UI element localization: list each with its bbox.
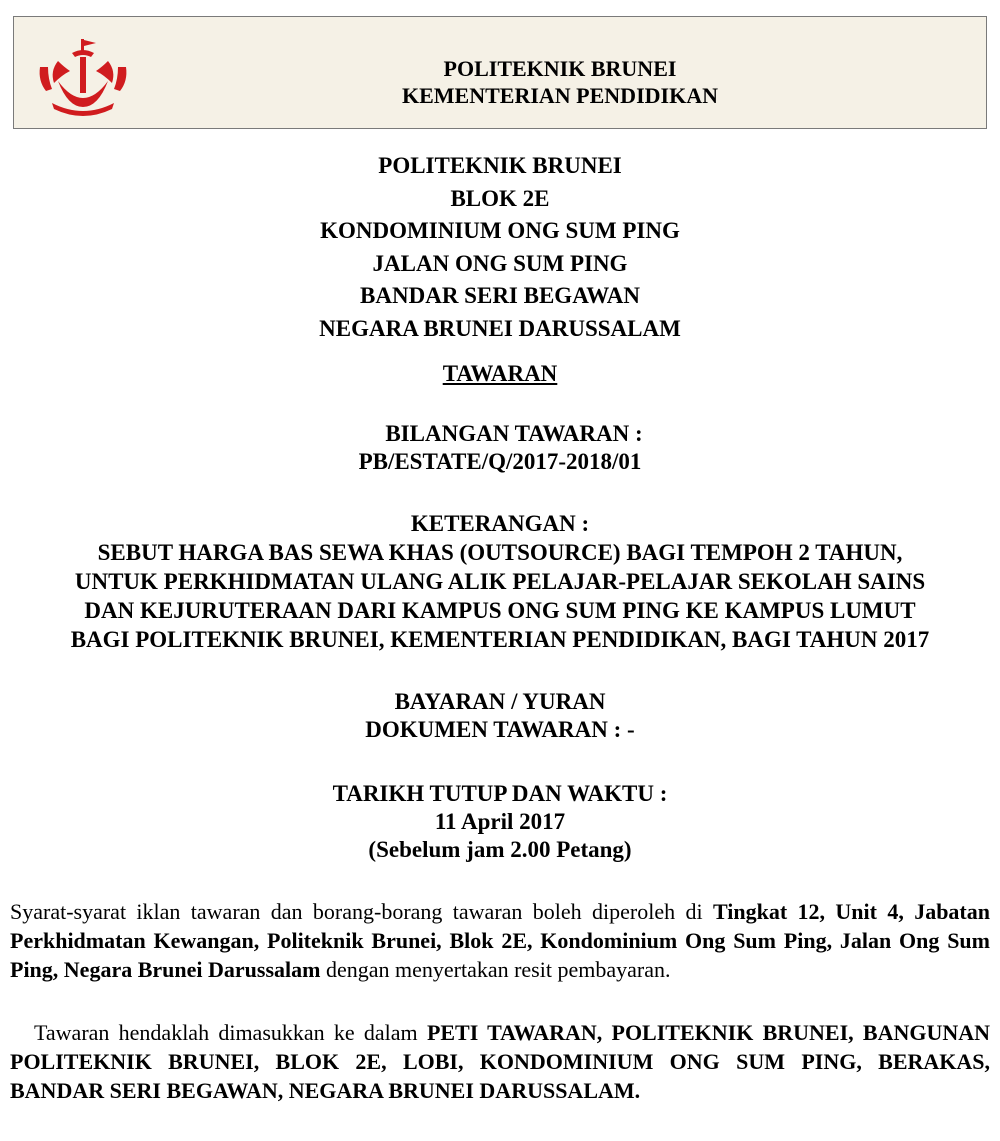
address-line: POLITEKNIK BRUNEI [378,153,622,178]
closing-block [0,780,1000,864]
description-line: UNTUK PERKHIDMATAN ULANG ALIK PELAJAR-PELAJAR SEKOLAH SAINS [74,569,926,594]
description-line: DAN KEJURUTERAAN DARI KAMPUS ONG SUM PING KE KAMPUS LUMUT [84,598,916,623]
header-ministry: KEMENTERIAN PENDIDIKAN [402,83,718,108]
tender-number-value: PB/ESTATE/Q/2017-2018/01 [358,449,642,474]
closing-time: (Sebelum jam 2.00 Petang) [368,837,632,862]
address-block [0,150,1000,345]
description-label: KETERANGAN : [410,511,590,536]
tender-number-block [0,420,1000,476]
fee-line: BAYARAN / YURAN [394,689,606,714]
description-block [0,510,1000,654]
description-line: SEBUT HARGA BAS SEWA KHAS (OUTSOURCE) BAGI TEMPOH 2 TAHUN, [97,540,903,565]
description-line: BAGI POLITEKNIK BRUNEI, KEMENTERIAN PENDIDIKAN, BAGI TAHUN 2017 [70,627,930,652]
fee-block [0,688,1000,744]
address-line: KONDOMINIUM ONG SUM PING [320,218,680,243]
brunei-crest-icon [36,37,130,119]
closing-date: 11 April 2017 [434,809,566,834]
paragraph-bold-location: PETI TAWARAN, POLITEKNIK BRUNEI, BANGUNAN POLITEKNIK BRUNEI, BLOK 2E, LOBI, KONDOMINIUM ONG SUM PING, BERAKAS, BANDAR SERI BEGAWAN, NEGARA BRUNEI DARUSSALAM. [10,1020,991,1103]
document-title: TAWARAN [442,361,558,386]
paragraph-text: Tawaran hendaklah dimasukkan ke dalam [34,1020,427,1045]
closing-label: TARIKH TUTUP DAN WAKTU : [332,781,668,806]
address-line: NEGARA BRUNEI DARUSSALAM [319,315,681,341]
address-line: BLOK 2E [450,185,550,211]
address-line: BANDAR SERI BEGAWAN [360,283,640,308]
paragraph-submission [10,1018,990,1105]
tender-number-label: BILANGAN TAWARAN : [385,421,643,446]
address-line: JALAN ONG SUM PING [372,250,628,276]
header-institution: POLITEKNIK BRUNEI [443,56,677,81]
header-banner [13,16,987,129]
paragraph-text: Syarat-syarat iklan tawaran dan borang-borang tawaran boleh diperoleh di [10,899,713,924]
paragraph-bold-location: Tingkat 12, Unit 4, Jabatan Perkhidmatan Kewangan, Politeknik Brunei, Blok 2E, Kondominium Ong Sum Ping, Jalan Ong Sum Ping, Negara Brunei Darussalam [10,899,990,982]
paragraph-conditions [10,897,990,984]
paragraph-text: dengan menyertakan resit pembayaran. [320,957,671,982]
fee-line: DOKUMEN TAWARAN : - [365,717,635,742]
title-block [0,360,1000,388]
